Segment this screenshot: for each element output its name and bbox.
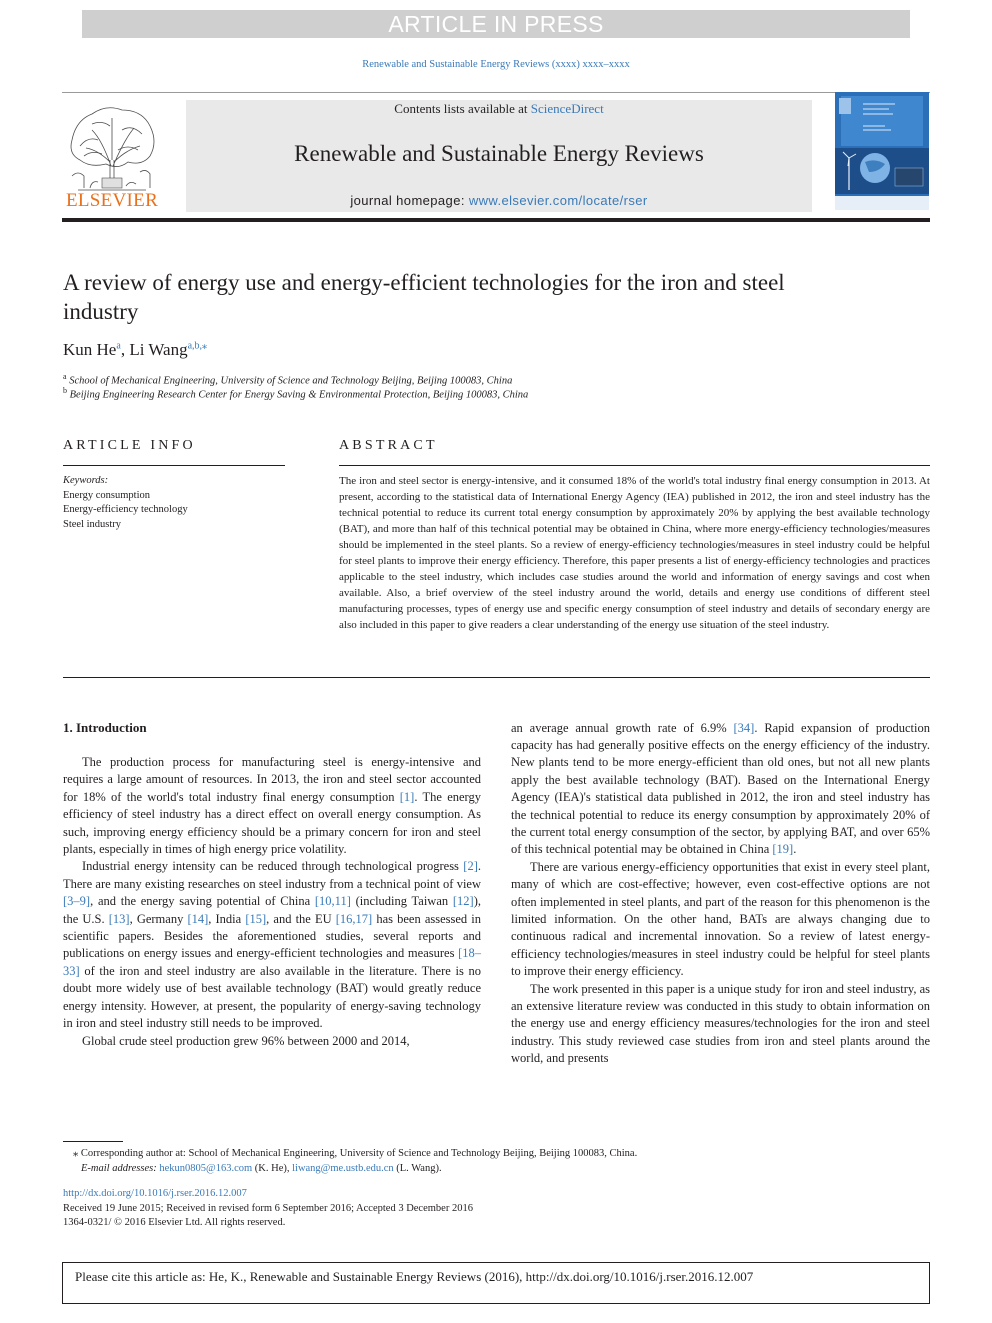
email-owner: (L. Wang). bbox=[393, 1163, 442, 1174]
keywords-block bbox=[63, 474, 188, 532]
body-paragraph: an average annual growth rate of 6.9% [34]. Rapid expansion of production capacity has had generally positive effects on the energy efficiency of the industry. New plants tend to be more energy-efficient than old ones, but not all new plants apply the best available technology (BAT). Based on the International Energy Agency (IEA)'s statistical data published in 2012, the iron and steel industry has the technical potential to reduce its energy consumption by approximately 20% of the current total energy consumption of the sector, by applying BAT, and over 65% of this technical potential may be obtained in China [19]. bbox=[511, 720, 930, 857]
article-info-rule bbox=[63, 465, 285, 466]
body-paragraph: The production process for manufacturing steel is energy-intensive and requires a large amount of resources. In 2013, the iron and steel sector accounted for 18% of the world's total industry final energy consumption [1]. The energy efficiency of steel industry has a direct effect on overall energy consumption. As such, improving energy efficiency should be a primary concern for iron and steel plants, especially in times of high energy price volatility. bbox=[63, 755, 481, 857]
author-list: Kun He$^a$, Li Wang$^{a,b,⁎}$ bbox=[63, 340, 208, 359]
affiliation-b bbox=[63, 386, 528, 401]
affiliation-mark: b bbox=[63, 386, 67, 395]
email-link[interactable]: liwang@me.ustb.edu.cn bbox=[292, 1163, 394, 1174]
citation-link[interactable]: [3–9] bbox=[63, 894, 91, 909]
corresponding-author-footnote bbox=[63, 1146, 637, 1176]
header-top-rule bbox=[62, 92, 930, 93]
journal-citation-link[interactable]: Renewable and Sustainable Energy Reviews (xxxx) xxxx–xxxx bbox=[362, 59, 630, 70]
doi-history-block bbox=[63, 1187, 473, 1231]
copyright-line: 1364-0321/ © 2016 Elsevier Ltd. All rights reserved. bbox=[63, 1217, 286, 1228]
journal-title: Renewable and Sustainable Energy Reviews bbox=[294, 141, 704, 166]
affiliation-text: School of Mechanical Engineering, University of Science and Technology Beijing, Beijing 100083, China bbox=[69, 375, 513, 387]
journal-homepage-line bbox=[186, 193, 812, 208]
citation-link[interactable]: [13] bbox=[108, 911, 130, 926]
journal-cover-thumbnail[interactable] bbox=[835, 92, 929, 210]
author-affiliation-mark[interactable]: a,b,⁎ bbox=[187, 340, 208, 352]
keyword: Energy consumption bbox=[63, 489, 151, 501]
affiliation-a bbox=[63, 372, 512, 387]
citation-link[interactable]: [14] bbox=[187, 911, 209, 926]
keyword: Energy-efficiency technology bbox=[63, 504, 188, 515]
author-affiliation-mark[interactable]: a bbox=[116, 340, 121, 352]
citation-link[interactable]: [16,17] bbox=[335, 911, 373, 926]
corresponding-author-text: Corresponding author at: School of Mechanical Engineering, University of Science and Technology Beijing, Beijing 100083, China. bbox=[80, 1148, 638, 1159]
abstract-heading: ABSTRACT bbox=[339, 438, 438, 453]
email-link[interactable]: hekun0805@163.com bbox=[159, 1163, 253, 1174]
keyword: Steel industry bbox=[63, 518, 122, 530]
section-heading-introduction: 1. Introduction bbox=[63, 720, 147, 735]
email-label: E-mail addresses: bbox=[81, 1163, 157, 1174]
citation-link[interactable]: [18–33] bbox=[63, 946, 481, 978]
citation-link[interactable]: [19] bbox=[772, 842, 794, 857]
body-paragraph: There are various energy-efficiency opportunities that exist in every steel plant, many of which are cost-effective; however, even cost-effective options are not often implemented in steel plants, and part of the reason for this phenomenon is the limited information. On the other hand, BATs are always changing due to continuous radical and incremental innovation. So a review of latest energy-efficiency technologies/measures in steel industry could be helpful for steel plants to improve their energy efficiency. bbox=[511, 859, 930, 979]
affiliation-text: Beijing Engineering Research Center for Energy Saving & Environmental Protection, Beijing 100083, China bbox=[69, 389, 529, 401]
citation-link[interactable]: [10,11] bbox=[314, 894, 351, 909]
homepage-link[interactable]: www.elsevier.com/locate/rser bbox=[468, 193, 648, 208]
body-paragraph: Industrial energy intensity can be reduced through technological progress [2]. There are many existing researches on steel industry from a technical point of view [3–9], and the energy saving potential of China [10,11] (including Taiwan [12]), the U.S. [13], Germany [14], India [15], and the EU [16,17] has been assessed in scientific papers. Besides the aforementioned studies, several reports and publications on energy issues and energy-efficient technologies and measures [18–33] of the iron and steel industry are also available in the literature. There is no doubt more widely use of best available technology (BAT) would greatly reduce energy intensity. However, at present, the popularity of energy-saving technology in iron and steel industry still needs to be improved. bbox=[63, 859, 482, 1031]
citation-link[interactable]: [34] bbox=[733, 720, 755, 735]
footnote-rule bbox=[63, 1141, 123, 1142]
body-column-left bbox=[63, 754, 481, 1050]
body-paragraph: Global crude steel production grew 96% between 2000 and 2014, bbox=[82, 1033, 410, 1048]
citation-link[interactable]: [15] bbox=[245, 911, 267, 926]
citation-link[interactable]: [12] bbox=[452, 894, 474, 909]
doi-link[interactable]: http://dx.doi.org/10.1016/j.rser.2016.12.007 bbox=[63, 1188, 247, 1199]
citation-link[interactable]: [2] bbox=[463, 859, 478, 874]
affiliation-mark: a bbox=[63, 372, 67, 381]
author-name: Kun He bbox=[63, 340, 117, 359]
abstract-text: The iron and steel sector is energy-intensive, and it consumed 18% of the world's total industry final energy consumption in 2013. At present, according to the statistical data of International Energy Agency (IEA) published in 2012, the iron and steel industry has the technical potential to reduce its current total energy consumption by approximately 20% by applying the best available technology (BAT), and more than half of this technical potential may be obtained in China, where more energy-efficiency technologies/measures should be implemented in the steel plants. So a review of energy-efficiency technologies/measures in steel industry could be helpful for steel plants to improve their energy efficiency. Therefore, this paper presents a list of energy-efficiency technologies and practices applicable to the steel industry, which includes case studies around the world and information of energy savings and cost when available. Also, a brief overview of the steel industry around the world, details and energy use conditions of different steel manufacturing processes, types of energy use and specific energy consumption of steel industry and details of secondary energy are also included in this paper to give readers a clear understanding of the energy use situation of the steel industry. bbox=[339, 475, 930, 631]
author-name: Li Wang bbox=[129, 340, 188, 359]
cite-this-article-text: Please cite this article as: He, K., Renewable and Sustainable Energy Reviews (2016), http://dx.doi.org/10.1016/j.rser.2016.12.007 bbox=[75, 1269, 754, 1284]
footnote-mark: ⁎ bbox=[73, 1148, 79, 1159]
article-in-press-banner: ARTICLE IN PRESS bbox=[82, 10, 910, 38]
contents-available-line bbox=[186, 101, 812, 117]
abstract-rule bbox=[339, 465, 930, 466]
homepage-prefix: journal homepage: bbox=[350, 193, 469, 208]
contents-prefix: Contents lists available at bbox=[394, 101, 531, 116]
body-column-right bbox=[511, 720, 930, 1068]
body-paragraph: The work presented in this paper is a unique study for iron and steel industry, as an extensive literature review was conducted in this study to obtain information on the energy use and energy efficiency measures/technologies for the iron and steel industry. This study reviewed case studies from iron and steel plants around the world, and presents bbox=[511, 981, 930, 1066]
abstract-bottom-rule bbox=[63, 677, 930, 678]
article-title: A review of energy use and energy-efficient technologies for the iron and steel industry bbox=[63, 270, 785, 324]
keywords-label: Keywords: bbox=[63, 475, 109, 486]
header-bottom-rule bbox=[62, 218, 930, 222]
sciencedirect-link[interactable]: ScienceDirect bbox=[530, 101, 604, 116]
elsevier-wordmark: ELSEVIER bbox=[65, 190, 159, 211]
article-history: Received 19 June 2015; Received in revised form 6 September 2016; Accepted 3 December 2016 bbox=[63, 1202, 473, 1214]
article-info-heading: ARTICLE INFO bbox=[63, 438, 196, 453]
citation-link[interactable]: [1] bbox=[399, 789, 415, 804]
email-owner: (K. He), bbox=[252, 1163, 293, 1174]
